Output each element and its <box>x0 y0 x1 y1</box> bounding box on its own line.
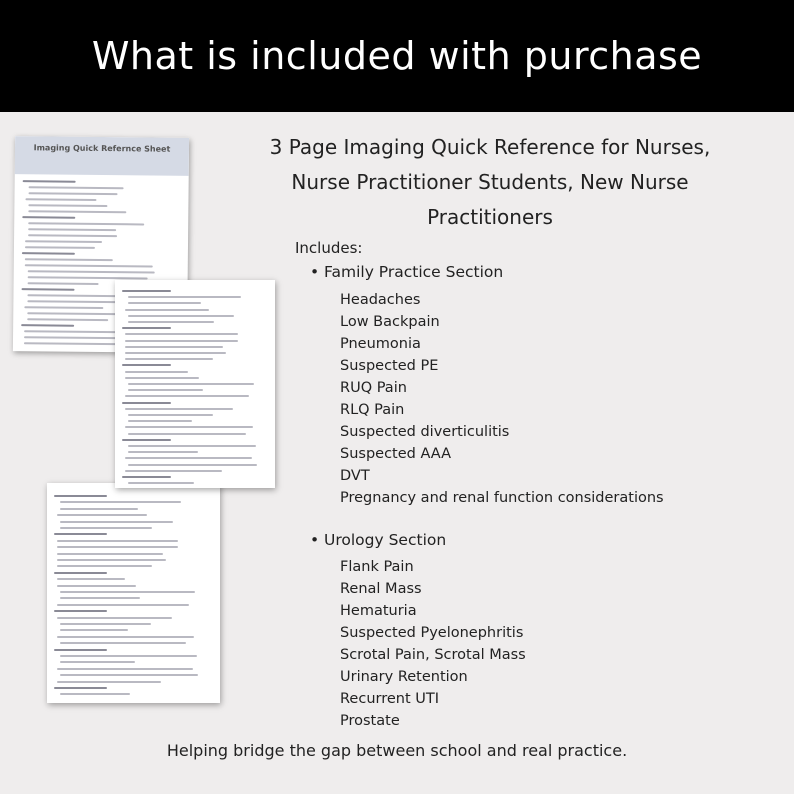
preview-text-line <box>60 623 151 625</box>
preview-text-line <box>60 501 181 503</box>
preview-text-line <box>57 546 178 548</box>
list-item: Low Backpain <box>340 314 440 330</box>
urology-section-list <box>340 556 526 732</box>
preview-text-line <box>25 198 96 201</box>
list-item: Flank Pain <box>340 559 414 575</box>
preview-text-line <box>60 591 195 593</box>
preview-text-line <box>125 352 226 354</box>
urology-section-heading <box>310 531 446 549</box>
preview-text-line <box>57 565 152 567</box>
preview-text-line <box>122 290 171 292</box>
preview-text-line <box>54 649 107 651</box>
preview-text-line <box>60 597 140 599</box>
preview-text-line <box>128 321 214 323</box>
preview-text-line <box>60 674 198 676</box>
list-item: Pregnancy and renal function considerations <box>340 490 664 506</box>
preview-text-line <box>128 420 192 422</box>
preview-text-line <box>125 470 222 472</box>
preview-text-line <box>128 302 201 304</box>
preview-text-line <box>25 240 102 243</box>
list-item: Pneumonia <box>340 336 421 352</box>
preview-text-line <box>60 655 197 657</box>
preview-text-line <box>128 383 254 385</box>
preview-page-1-header <box>15 136 189 176</box>
preview-text-line <box>22 216 75 219</box>
preview-text-line <box>125 340 238 342</box>
list-item: Headaches <box>340 292 421 308</box>
preview-page-1-title: Imaging Quick Refernce Sheet <box>33 143 171 154</box>
preview-text-line <box>28 276 148 279</box>
preview-text-line <box>125 395 249 397</box>
preview-text-line <box>122 476 171 478</box>
list-item: Suspected Pyelonephritis <box>340 625 524 641</box>
preview-text-line <box>60 693 130 695</box>
preview-text-line <box>122 402 171 404</box>
bullet-icon: • <box>310 531 320 549</box>
preview-text-line <box>54 572 107 574</box>
preview-text-line <box>23 180 76 183</box>
preview-text-line <box>128 464 257 466</box>
preview-text-line <box>60 521 173 523</box>
preview-text-line <box>57 540 178 542</box>
preview-text-line <box>29 186 124 189</box>
preview-text-line <box>21 324 74 327</box>
includes-label: Includes: <box>295 239 363 257</box>
preview-text-line <box>128 445 256 447</box>
preview-text-line <box>128 482 194 484</box>
list-item: DVT <box>340 468 370 484</box>
preview-text-line <box>125 333 238 335</box>
preview-text-line <box>57 681 161 683</box>
preview-text-line <box>27 318 108 321</box>
preview-text-line <box>57 617 172 619</box>
preview-text-line <box>122 364 171 366</box>
product-description <box>220 130 760 235</box>
urology-section-title: Urology Section <box>324 531 447 549</box>
preview-text-line <box>125 309 209 311</box>
preview-text-line <box>25 264 153 267</box>
preview-text-line <box>25 246 95 249</box>
list-item: Hematuria <box>340 603 417 619</box>
preview-text-line <box>25 258 113 261</box>
preview-text-line <box>57 553 163 555</box>
preview-text-line <box>122 439 171 441</box>
preview-text-line <box>122 327 171 329</box>
preview-text-line <box>128 389 203 391</box>
preview-text-line <box>24 336 118 339</box>
list-item: Suspected AAA <box>340 446 452 462</box>
preview-text-line <box>28 282 99 285</box>
preview-text-line <box>60 629 128 631</box>
description-line-1: 3 Page Imaging Quick Reference for Nurses, <box>269 135 711 159</box>
list-item: RLQ Pain <box>340 402 405 418</box>
preview-text-line <box>28 204 107 207</box>
preview-text-line <box>60 508 138 510</box>
header-banner <box>0 0 794 112</box>
preview-text-line <box>128 315 234 317</box>
preview-page-2 <box>115 280 275 488</box>
preview-text-line <box>57 668 193 670</box>
list-item: Recurrent UTI <box>340 691 440 707</box>
preview-text-line <box>54 495 107 497</box>
preview-text-line <box>128 414 213 416</box>
preview-text-line <box>28 228 116 231</box>
bullet-icon: • <box>310 263 320 281</box>
preview-text-line <box>24 330 128 333</box>
preview-text-line <box>28 222 144 225</box>
preview-text-line <box>57 604 189 606</box>
list-item: Urinary Retention <box>340 669 468 685</box>
list-item: Renal Mass <box>340 581 422 597</box>
footer-tagline: Helping bridge the gap between school and real practice. <box>166 741 628 760</box>
description-line-3: Practitioners <box>427 205 553 229</box>
preview-text-line <box>24 306 103 309</box>
preview-text-line <box>125 358 213 360</box>
preview-text-line <box>22 288 75 291</box>
preview-text-line <box>60 642 186 644</box>
preview-text-line <box>29 192 118 195</box>
family-section-list <box>340 289 664 509</box>
list-item: Suspected diverticulitis <box>340 424 510 440</box>
preview-text-line <box>125 346 223 348</box>
preview-page-3 <box>47 483 220 703</box>
preview-text-line <box>57 585 136 587</box>
preview-text-line <box>28 270 155 273</box>
preview-text-line <box>54 687 107 689</box>
preview-text-line <box>128 433 246 435</box>
list-item: Scrotal Pain, Scrotal Mass <box>340 647 526 663</box>
preview-text-line <box>125 426 253 428</box>
description-line-2: Nurse Practitioner Students, New Nurse <box>291 170 689 194</box>
preview-text-line <box>54 610 107 612</box>
family-section-title: Family Practice Section <box>324 263 504 281</box>
list-item: RUQ Pain <box>340 380 407 396</box>
preview-text-line <box>125 371 188 373</box>
preview-text-line <box>125 457 252 459</box>
preview-text-line <box>125 377 199 379</box>
preview-text-line <box>57 636 194 638</box>
preview-text-line <box>60 527 152 529</box>
preview-text-line <box>54 533 107 535</box>
preview-text-line <box>57 578 125 580</box>
family-section-heading <box>310 263 503 281</box>
preview-text-line <box>125 408 233 410</box>
list-item: Suspected PE <box>340 358 439 374</box>
preview-text-line <box>22 252 75 255</box>
banner-title: What is included with purchase <box>91 34 703 78</box>
preview-text-line <box>60 661 135 663</box>
preview-text-line <box>128 451 198 453</box>
preview-text-line <box>57 559 166 561</box>
preview-text-line <box>28 234 117 237</box>
preview-text-line <box>28 210 126 213</box>
preview-text-line <box>57 514 147 516</box>
preview-text-line <box>128 296 241 298</box>
list-item: Prostate <box>340 713 400 729</box>
